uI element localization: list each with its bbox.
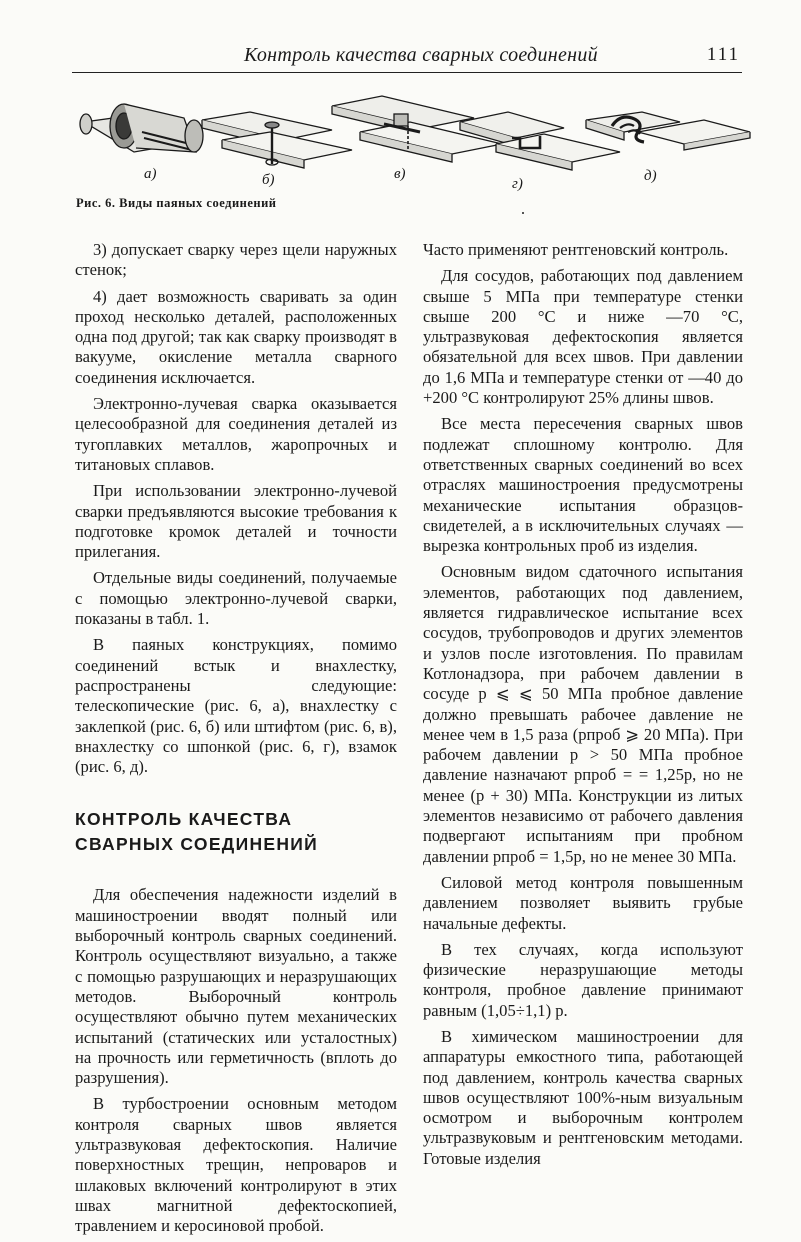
right-paragraph-5: Силовой метод контроля повышенным давлением позволяет выявить грубые начальные дефекты. [423, 872, 743, 933]
right-column [423, 240, 743, 1175]
figure-solder-joints [72, 92, 752, 202]
left-paragraph-6: В паяных конструкциях, помимо соединений встык и внахлестку, распространены следующие: телескопические (рис. 6, а), внахлестку с заклепкой (рис. 6, б) или штифтом (рис. 6, в), внахлестку со шпонкой (рис. 6, г), взамок (рис. 6, д). [75, 635, 397, 777]
section-heading: КОНТРОЛЬ КАЧЕСТВА СВАРНЫХ СОЕДИНЕНИЙ [75, 809, 319, 855]
panel-a-telescopic-joint [80, 104, 203, 152]
left-column [75, 240, 397, 1242]
figure-label-c: в) [394, 166, 406, 182]
left-paragraph-3: Электронно-лучевая сварка оказывается целесообразной для соединения деталей из тугоплавких металлов, жаропрочных и титановых сплавов. [75, 394, 397, 474]
right-paragraph-6: В тех случаях, когда используют физические неразрушающие методы контроля, пробное давление принимают равным (1,05÷1,1) p. [423, 939, 743, 1020]
left-paragraph-8: В турбостроении основным методом контроля сварных швов является ультразвуковая дефектоскопия. Наличие поверхностных трещин, непроваров и шлаковых включений контролируют в этих швах магнитной дефектоскопией, травлением и керосиновой пробой. [75, 1094, 397, 1236]
figure-label-d: г) [512, 176, 523, 192]
running-title: Контроль качества сварных соединений [244, 44, 598, 66]
left-paragraph-7: Для обеспечения надежности изделий в машиностроении вводят полный или выборочный контроль сварных соединений. Контроль осуществляют визуально, а также с помощью разрушающих и неразрушающих методов. Выборочный контроль осуществляют обычно путем механических испытаний (статических или усталостных) на прочность или герметичность (вплоть до разрушения). [75, 885, 397, 1088]
stray-mark [522, 212, 524, 214]
figure-label-a: а) [144, 166, 157, 182]
left-paragraph-2: 4) дает возможность сваривать за один проход несколько деталей, расположенных одна под другой; так как сварку производят в вакууме, окисление металла сварного соединения исключается. [75, 286, 397, 387]
figure-label-b: б) [262, 172, 275, 188]
right-paragraph-4: Основным видом сдаточного испытания элементов, работающих под давлением, является гидравлическое испытание всех сосудов, трубопроводов и других элементов и узлов после изготовления. По правилам Котлонадзора, при рабочем давлении в сосуде p ⩽ ⩽ 50 МПа пробное давление должно превышать рабочее давление не менее чем в 1,5 раза (pпроб ⩾ 20 МПа). При рабочем давлении p > 50 МПа пробное давление назначают pпроб = = 1,25p, но не менее (p + 30) МПа. Конструкции из литых элементов независимо от рабочего давления подвергают испытаниям при пробном давлении pпроб = 1,5p, но не менее 30 МПа. [423, 562, 743, 866]
left-paragraph-4: При использовании электронно-лучевой сварки предъявляются высокие требования к подготовке кромок деталей и точности прилегания. [75, 481, 397, 562]
left-paragraph-1: 3) допускает сварку через щели наружных стенок; [75, 240, 397, 280]
right-paragraph-2: Для сосудов, работающих под давлением свыше 5 МПа при температуре стенки свыше 200 °С и ниже —70 °С, ультразвуковая дефектоскопия является обязательной для всех швов. При давлении до 1,6 МПа и температуре стенки от —40 до +200 °С контролируют 25% длины швов. [423, 266, 743, 408]
running-head [72, 40, 742, 73]
page-number: 111 [706, 44, 740, 65]
right-paragraph-7: В химическом машиностроении для аппаратуры емкостного типа, работающей под давлением, контроль качества сварных швов осуществляют 100%-ным визуальным осмотром и выборочным контролем ультразвуковым и рентгеновским методами. Готовые изделия [423, 1026, 743, 1168]
figure-caption: Рис. 6. Виды паяных соединений [76, 196, 277, 210]
panel-e-interlock-joint [586, 112, 750, 150]
right-paragraph-1: Часто применяют рентгеновский контроль. [423, 240, 729, 259]
panel-b-rivet-lap-joint [202, 112, 352, 168]
figure-drawing [72, 92, 752, 202]
figure-label-e: д) [644, 168, 657, 184]
right-paragraph-3: Все места пересечения сварных швов подлежат сплошному контролю. Для ответственных сварных соединений во всех отраслях машиностроения предусмотрены механические испытания образцов-свидетелей, а в исключительных случаях — вырезка контрольных проб из изделия. [423, 414, 743, 556]
left-paragraph-5: Отдельные виды соединений, получаемые с помощью электронно-лучевой сварки, показаны в табл. 1. [75, 568, 397, 629]
